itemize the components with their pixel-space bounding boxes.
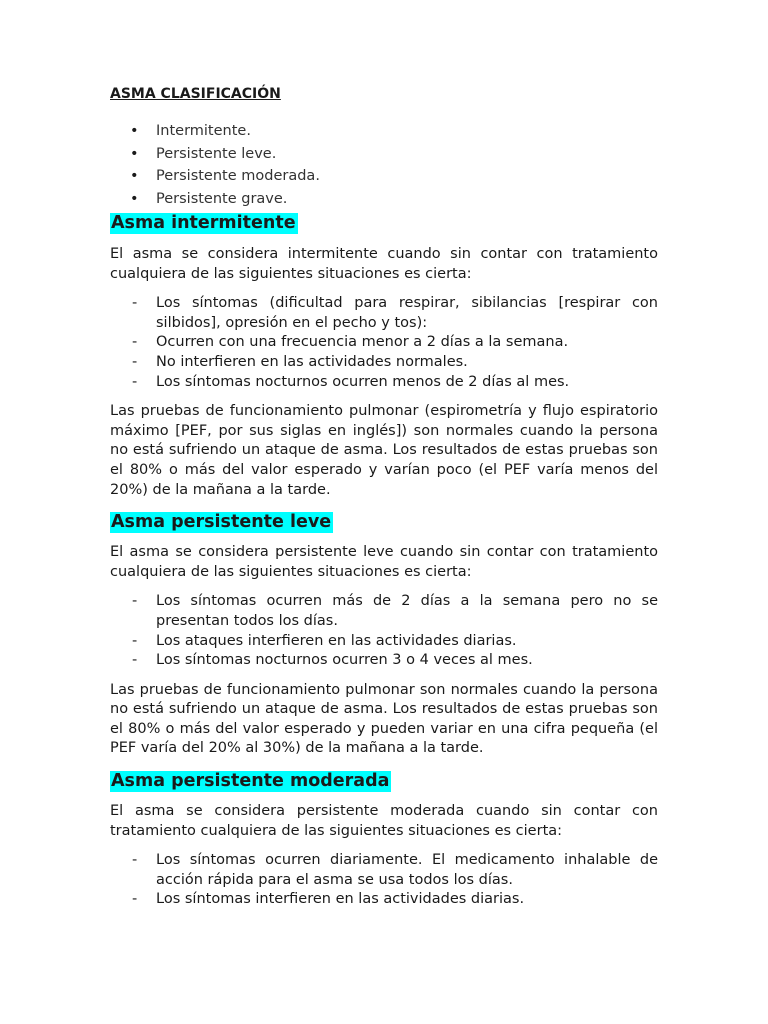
section-criteria-list <box>110 851 658 910</box>
section-intro: El asma se considera persistente leve cuando sin contar con tratamiento cualquiera de las siguientes situaciones es cierta: <box>110 544 658 580</box>
section-criteria-list <box>110 294 658 392</box>
criteria-item: - No interfieren en las actividades normales. <box>110 353 658 373</box>
criteria-item: - Los síntomas ocurren más de 2 días a la semana pero no se presentan todos los días. <box>110 592 658 631</box>
criteria-item: - Los ataques interfieren en las actividades diarias. <box>110 632 658 652</box>
section-intro: El asma se considera persistente moderada cuando sin contar con tratamiento cualquiera de las siguientes situaciones es cierta: <box>110 803 658 839</box>
criteria-item: - Los síntomas nocturnos ocurren 3 o 4 veces al mes. <box>110 651 658 671</box>
section-heading-text: Asma intermitente <box>111 213 296 233</box>
classification-list <box>110 120 658 210</box>
criteria-item: - Los síntomas interfieren en las actividades diarias. <box>110 890 658 910</box>
criteria-item: - Ocurren con una frecuencia menor a 2 días a la semana. <box>110 333 658 353</box>
document-page <box>110 84 658 910</box>
section-closing: Las pruebas de funcionamiento pulmonar son normales cuando la persona no está sufriendo un ataque de asma. Los resultados de estas pruebas son el 80% o más del valor esperado y pueden variar en una cifra pequeña (el PEF varía del 20% al 30%) de la mañana a la tarde. <box>110 681 658 757</box>
criteria-item: - Los síntomas ocurren diariamente. El medicamento inhalable de acción rápida para el asma se usa todos los días. <box>110 851 658 890</box>
classification-item: • Intermitente. <box>110 120 658 143</box>
section-criteria-list <box>110 592 658 670</box>
criteria-item: - Los síntomas nocturnos ocurren menos de 2 días al mes. <box>110 373 658 393</box>
section-heading-text: Asma persistente moderada <box>111 771 390 792</box>
section-heading-text: Asma persistente leve <box>111 512 332 533</box>
classification-item: • Persistente moderada. <box>110 165 658 188</box>
classification-item: • Persistente leve. <box>110 143 658 166</box>
section-heading-intermitente <box>110 211 658 235</box>
section-heading-persistente-leve <box>110 510 658 534</box>
section-intro: El asma se considera intermitente cuando sin contar con tratamiento cualquiera de las siguientes situaciones es cierta: <box>110 246 658 282</box>
section-closing: Las pruebas de funcionamiento pulmonar (espirometría y flujo espiratorio máximo [PEF, por sus siglas en inglés]) son normales cuando la persona no está sufriendo un ataque de asma. Los resultados de estas pruebas son el 80% o más del valor esperado y varían poco (el PEF varía menos del 20%) de la mañana a la tarde. <box>110 403 658 498</box>
criteria-item: - Los síntomas (dificultad para respirar, sibilancias [respirar con silbidos], opresión en el pecho y tos): <box>110 294 658 333</box>
classification-item: • Persistente grave. <box>110 188 658 211</box>
section-heading-persistente-moderada <box>110 769 658 793</box>
document-title: ASMA CLASIFICACIÓN <box>110 86 281 102</box>
